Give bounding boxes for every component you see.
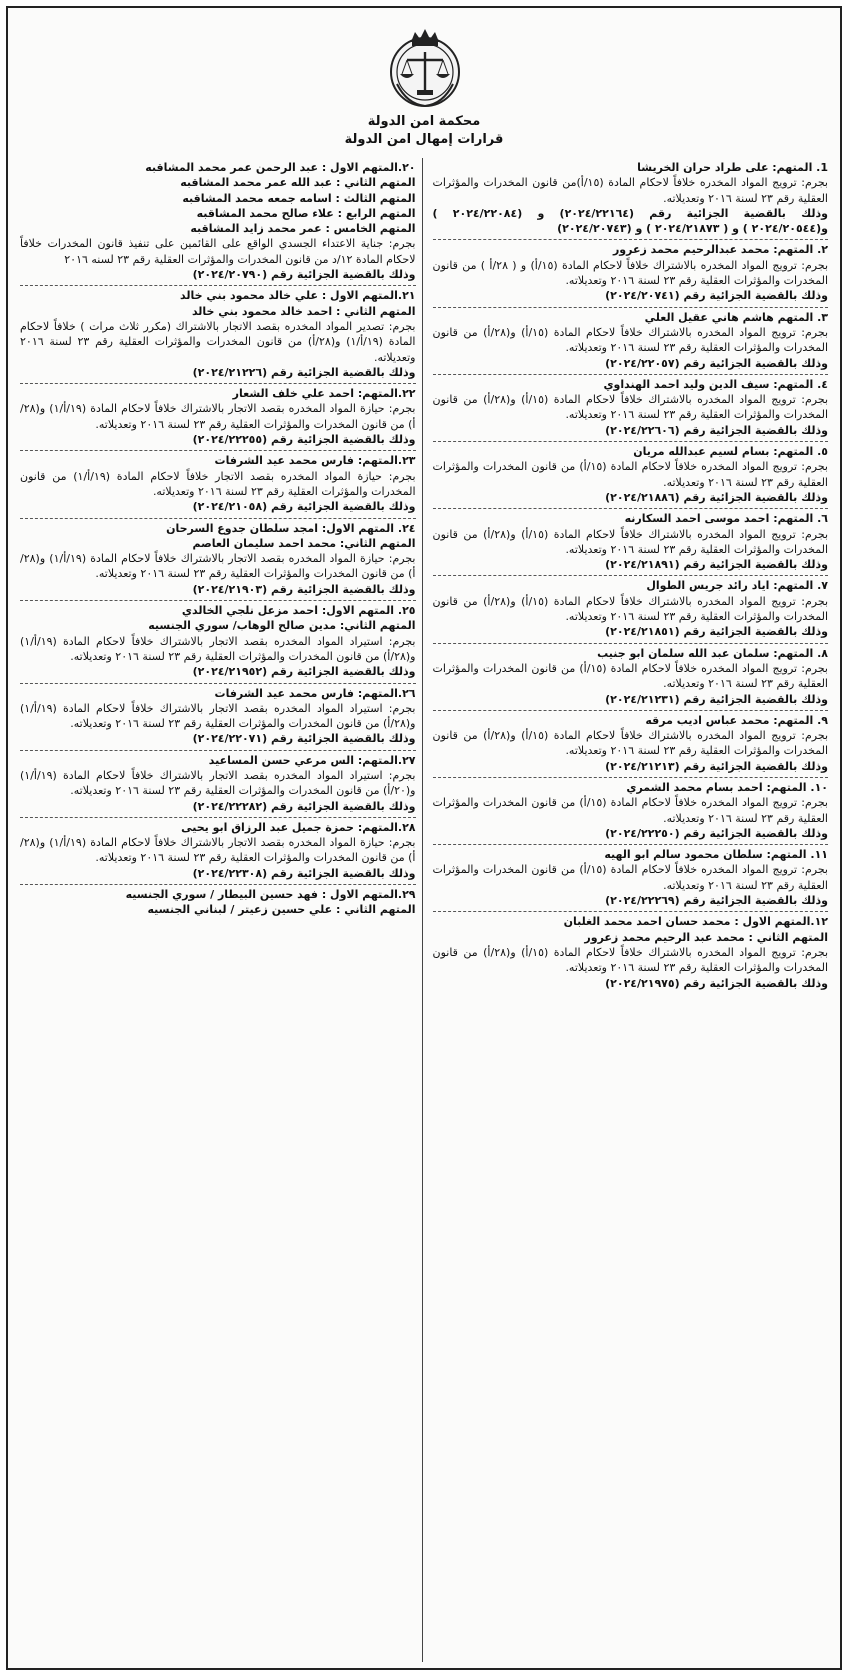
case-entry: [433, 576, 829, 643]
case-entry: [433, 442, 829, 509]
case-accused-heading: ٢. المتهم: محمد عبدالرحيم محمد زعرور: [612, 243, 828, 257]
case-charge: بجرم: ترويج المواد المخدره خلافاً لاحكام المادة (١٥/أ) من قانون المخدرات والمؤثرات العقلية رقم ٢٣ لسنة ٢٠١٦ وتعديلاته.: [432, 661, 828, 691]
page-header: [8, 8, 840, 158]
case-reference: وذلك بالقضية الجزائية رقم (٢٠٢٤/٢٢٦٠٦): [605, 423, 828, 437]
case-charge: بجرم: استيراد المواد المخدره بقصد الاتجار بالاشتراك خلافاً لاحكام المادة (١٩/أ/١) و(٢٨/أ) من قانون المخدرات والمؤثرات العقلية رقم ٢٣ لسنة ٢٠١٦ وتعديلاته.: [20, 701, 416, 731]
case-accused-heading: ٣. المتهم هاشم هاني عقيل العلي: [644, 310, 828, 324]
case-reference: وذلك بالقضية الجزائية رقم (٢٠٢٤/٢٢٣٠٨): [192, 866, 416, 880]
case-accused-heading: ٤. المتهم: سيف الدين وليد احمد الهنداوي: [603, 377, 828, 391]
case-co-accused: المتهم الثالث : اسامه جمعه محمد المشاقبه: [182, 191, 416, 205]
case-entry: [20, 451, 416, 518]
case-charge: بجرم: تصدير المواد المخدره بقصد الاتجار بالاشتراك (مكرر ثلاث مرات ) خلافاً لاحكام المادة (١٩/أ/١) و(٢٨/أ) من قانون المخدرات والمؤثرات العقلية رقم ٢٣ لسنة ٢٠١٦ وتعديلاته.: [20, 319, 416, 364]
case-charge: بجرم: ترويج المواد المخدره بالاشتراك خلافاً لاحكام المادة (١٥/أ) و(٢٨/أ) من قانون المخدرات والمؤثرات العقلية رقم ٢٣ لسنة ٢٠١٦ وتعديلاته.: [432, 325, 828, 355]
case-co-accused: المتهم الثاني: محمد احمد سليمان العاصم: [192, 536, 416, 550]
case-accused-heading: ٢٥. المتهم الاول: احمد مزعل نلجي الخالدي: [181, 604, 416, 618]
case-reference: وذلك بالقضية الجزائية رقم (٢٠٢٤/٢٢٠٥٧): [605, 356, 828, 370]
case-accused-heading: ٢٤. المتهم الاول: امجد سلطان جدوع السرحان: [166, 521, 416, 535]
case-charge: بجرم: جناية الاعتداء الجسدي الواقع على القائمين على تنفيذ قانون المخدرات خلافاً لاحكام المادة ١٢/د من قانون المخدرات والمؤثرات العقلية رقم ٢٣ لسنه ٢٠١٦: [20, 237, 416, 266]
case-accused-heading: ١٠. المتهم: احمد بسام محمد الشمري: [626, 780, 828, 794]
case-charge: بجرم: استيراد المواد المخدره بقصد الاتجار بالاشتراك خلافاً لاحكام المادة (١٩/أ/١) و(٢٠/أ) من قانون المخدرات والمؤثرات العقلية رقم ٢٣ لسنة ٢٠١٦ وتعديلاته.: [20, 768, 416, 798]
case-charge: بجرم: ترويج المواد المخدره خلافاً لاحكام المادة (١٥/أ) من قانون المخدرات والمؤثرات العقلية رقم ٢٣ لسنة ٢٠١٦ وتعديلاته.: [432, 796, 828, 825]
newspaper-page: [6, 6, 842, 1670]
case-reference: وذلك بالقضية الجزائية رقم (٢٠٢٤/٢٢٠٧١): [192, 732, 416, 746]
case-accused-heading: ٧. المتهم: اياد رائد جريس الطوال: [646, 579, 828, 593]
case-entry: [20, 519, 416, 601]
case-accused-heading: ٩. المتهم: محمد عباس اديب مرقه: [645, 713, 828, 727]
case-accused-heading: ٢١.المتهم الاول : علي خالد محمود بني خالد: [180, 289, 416, 303]
left-column: [20, 158, 423, 1662]
case-charge: بجرم: استيراد المواد المخدره بقصد الاتجار بالاشتراك خلافاً لاحكام المادة (١٩/أ/١) و(٢٨/أ) من قانون المخدرات والمؤثرات العقلية رقم ٢٣ لسنة ٢٠١٦ وتعديلاته.: [20, 634, 416, 663]
case-accused-heading: ٢٨.المتهم: حمزة جميل عبد الرزاق ابو يحيى: [181, 820, 416, 834]
case-reference: وذلك بالقضية الجزائية رقم (٢٠٢٤/٢١٩٧٥): [605, 976, 828, 990]
case-entry: [433, 308, 829, 375]
case-entry: [20, 885, 416, 921]
case-reference: وذلك بالقضية الجزائية رقم (٢٠٢٤/٢١٨٨٦): [605, 490, 828, 504]
case-entry: [20, 158, 416, 286]
court-title: محكمة امن الدولة: [367, 114, 481, 129]
case-co-accused: المتهم الخامس : عمر محمد زايد المشاقبه: [190, 222, 416, 236]
case-reference: وذلك بالقضية الجزائية رقم (٢٠٢٤/٢٢١٦٤) و (٢٠٢٤/٢٢٠٨٤ ) و(٢٠٢٤/٢٠٥٤٤ ) و ( ٢٠٢٤/٢١٨٧٣ ) و (٢٠٢٤/٢٠٧٤٣): [432, 206, 828, 236]
case-reference: وذلك بالقضية الجزائية رقم (٢٠٢٤/٢٢٢٥٥): [192, 433, 416, 447]
case-reference: وذلك بالقضية الجزائية رقم (٢٠٢٤/٢١٠٥٨): [192, 500, 416, 514]
case-entry: [433, 240, 829, 307]
case-co-accused: المتهم الثاني : احمد خالد محمود بني خالد: [191, 304, 416, 318]
case-entry: [433, 711, 829, 778]
case-accused-heading: ٢٩.المتهم الاول : فهد حسين البيطار / سوري الجنسيه: [125, 888, 416, 902]
section-subtitle: قرارات إمهال امن الدولة: [344, 132, 504, 147]
case-reference: وذلك بالقضية الجزائية رقم (٢٠٢٤/٢٢٢٥٠): [605, 826, 828, 840]
case-entry: [20, 751, 416, 818]
case-reference: وذلك بالقضية الجزائية رقم (٢٠٢٤/٢١٩٥٢): [192, 665, 416, 679]
case-charge: بجرم: حيازة المواد المخدره بقصد الاتجار بالاشتراك خلافاً لاحكام المادة (١٩/أ/١) و(٢٨/أ) من قانون المخدرات والمؤثرات العقلية رقم ٢٣ لسنة ٢٠١٦ وتعديلاته.: [20, 552, 416, 581]
case-entry: [20, 601, 416, 683]
case-co-accused: المتهم الثاني : محمد عبد الرحيم محمد زعرور: [584, 930, 828, 944]
case-co-accused: المتهم الثاني : عبد الله عمر محمد المشاقبه: [180, 176, 416, 190]
case-co-accused: المتهم الثاني : علي حسين زعيتر / لبناني الجنسيه: [147, 903, 416, 917]
case-entry: [433, 912, 829, 993]
case-reference: وذلك بالقضية الجزائية رقم (٢٠٢٤/٢١٢٣١): [605, 692, 828, 706]
case-co-accused: المتهم الثاني: مدين صالح الوهاب/ سوري الجنسيه: [148, 619, 416, 633]
case-charge: بجرم: ترويج المواد المخدره بالاشتراك خلافاً لاحكام المادة (١٥/أ) و ( ٢٨/أ ) من قانون المخدرات والمؤثرات العقلية رقم ٢٣ لسنة ٢٠١٦ وتعديلاته.: [432, 258, 828, 288]
case-accused-heading: ٢٦.المتهم: فارس محمد عيد الشرفات: [214, 686, 416, 700]
case-accused-heading: ٢٠.المتهم الاول : عبد الرحمن عمر محمد المشاقبه: [145, 161, 416, 174]
case-entry: [20, 684, 416, 751]
case-accused-heading: ١٢.المتهم الاول : محمد حسان احمد محمد الغلبان: [563, 915, 828, 929]
case-charge: بجرم: ترويج المواد المخدره بالاشتراك خلافاً لاحكام المادة (١٥/أ) و(٢٨/أ) من قانون المخدرات والمؤثرات العقلية رقم ٢٣ لسنة ٢٠١٦ وتعديلاته.: [432, 594, 828, 624]
case-accused-heading: ٥. المتهم: بسام لسيم عبدالله مريان: [633, 445, 828, 459]
case-reference: وذلك بالقضية الجزائية رقم (٢٠٢٤/٢٠٧٤١): [605, 289, 828, 303]
case-reference: وذلك بالقضية الجزائية رقم (٢٠٢٤/٢١٨٩١): [605, 558, 828, 572]
case-accused-heading: 1. المتهم: على طراد حران الخريشا: [637, 161, 828, 174]
case-reference: وذلك بالقضية الجزائية رقم (٢٠٢٤/٢١٨٥١): [605, 625, 828, 639]
case-charge: بجرم: ترويج المواد المخدره بالاشتراك خلافاً لاحكام المادة (١٥/أ) و(٢٨/أ) من قانون المخدرات والمؤثرات العقلية رقم ٢٣ لسنة ٢٠١٦ وتعديلاته.: [432, 729, 828, 758]
case-accused-heading: ٨. المتهم: سلمان عبد الله سلمان ابو جنيب: [597, 646, 828, 660]
case-entry: [20, 818, 416, 885]
case-reference: وذلك بالقضية الجزائية رقم (٢٠٢٤/٢٢٢٦٩): [605, 894, 828, 908]
case-charge: بجرم: ترويج المواد المخدره خلافاً لاحكام المادة (١٥/أ) من قانون المخدرات والمؤثرات العقلية رقم ٢٣ لسنة ٢٠١٦ وتعديلاته.: [432, 460, 828, 489]
case-charge: بجرم: حيازة المواد المخدره بقصد الاتجار بالاشتراك خلافاً لاحكام المادة (١٩/أ/١) و(٢٨/أ) من قانون المخدرات والمؤثرات العقلية رقم ٢٣ لسنة ٢٠١٦ وتعديلاته.: [20, 836, 416, 865]
scales-of-justice-crown-emblem-icon: [383, 26, 467, 110]
case-charge: بجرم: ترويج المواد المخدره بالاشتراك خلافاً لاحكام المادة (١٥/أ) و(٢٨/أ) من قانون المخدرات والمؤثرات العقلية رقم ٢٣ لسنة ٢٠١٦ وتعديلاته.: [432, 945, 828, 975]
case-co-accused: المتهم الرابع : علاء صالح محمد المشاقبه: [196, 206, 416, 220]
case-entry: [433, 778, 829, 845]
case-entry: [433, 644, 829, 711]
case-entry: [433, 158, 829, 240]
case-charge: بجرم: ترويج المواد المخدره بالاشتراك خلافاً لاحكام المادة (١٥/أ) و(٢٨/أ) من قانون المخدرات والمؤثرات العقلية رقم ٢٣ لسنة ٢٠١٦ وتعديلاته.: [432, 393, 828, 422]
case-accused-heading: ٢٢.المتهم: احمد علي خلف الشعار: [232, 387, 416, 401]
case-charge: بجرم: ترويج المواد المخدره بالاشتراك خلافاً لاحكام المادة (١٥/أ) و(٢٨/أ) من قانون المخدرات والمؤثرات العقلية رقم ٢٣ لسنة ٢٠١٦ وتعديلاته.: [432, 527, 828, 556]
case-reference: وذلك بالقضية الجزائية رقم (٢٠٢٤/٢٠٧٩٠): [192, 268, 416, 282]
case-reference: وذلك بالقضية الجزائية رقم (٢٠٢٤/٢١٢١٣): [605, 759, 828, 773]
case-entry: [433, 509, 829, 576]
case-reference: وذلك بالقضية الجزائية رقم (٢٠٢٤/٢١٩٠٣): [192, 582, 416, 596]
case-accused-heading: ١١. المتهم: سلطان محمود سالم ابو الهيه: [604, 848, 828, 862]
case-charge: بجرم: ترويج المواد المخدره خلافاً لاحكام المادة (١٥/أ) من قانون المخدرات والمؤثرات العقلية رقم ٢٣ لسنة ٢٠١٦ وتعديلاته.: [432, 863, 828, 892]
case-accused-heading: ٦. المتهم: احمد موسى احمد السكارنه: [624, 512, 828, 526]
case-entry: [433, 375, 829, 442]
case-reference: وذلك بالقضية الجزائية رقم (٢٠٢٤/٢١٢٢٦): [192, 365, 416, 379]
case-entry: [433, 845, 829, 912]
case-reference: وذلك بالقضية الجزائية رقم (٢٠٢٤/٢٢٢٨٢): [192, 799, 416, 813]
case-charge: بجرم: حيازة المواد المخدره بقصد الاتجار خلافاً لاحكام المادة (١٩/أ/١) من قانون المخدرات والمؤثرات العقلية رقم ٢٣ لسنة ٢٠١٦ وتعديلاته.: [20, 469, 416, 498]
case-entry: [20, 384, 416, 451]
case-accused-heading: ٢٧.المتهم: الس مرعي حسن المساعيد: [208, 753, 416, 767]
case-accused-heading: ٢٣.المتهم: فارس محمد عيد الشرفات: [214, 454, 416, 468]
case-entry: [20, 286, 416, 384]
case-charge: بجرم: ترويج المواد المخدره خلافاً لاحكام المادة (١٥/أ)من قانون المخدرات والمؤثرات العقلية رقم ٢٣ لسنة ٢٠١٦ وتعديلاته.: [432, 176, 828, 205]
case-charge: بجرم: حيازة المواد المخدره بقصد الاتجار بالاشتراك خلافاً لاحكام المادة (١٩/أ/١) و(٢٨/أ) من قانون المخدرات والمؤثرات العقلية رقم ٢٣ لسنة ٢٠١٦ وتعديلاته.: [20, 402, 416, 431]
right-column: [433, 158, 829, 1662]
